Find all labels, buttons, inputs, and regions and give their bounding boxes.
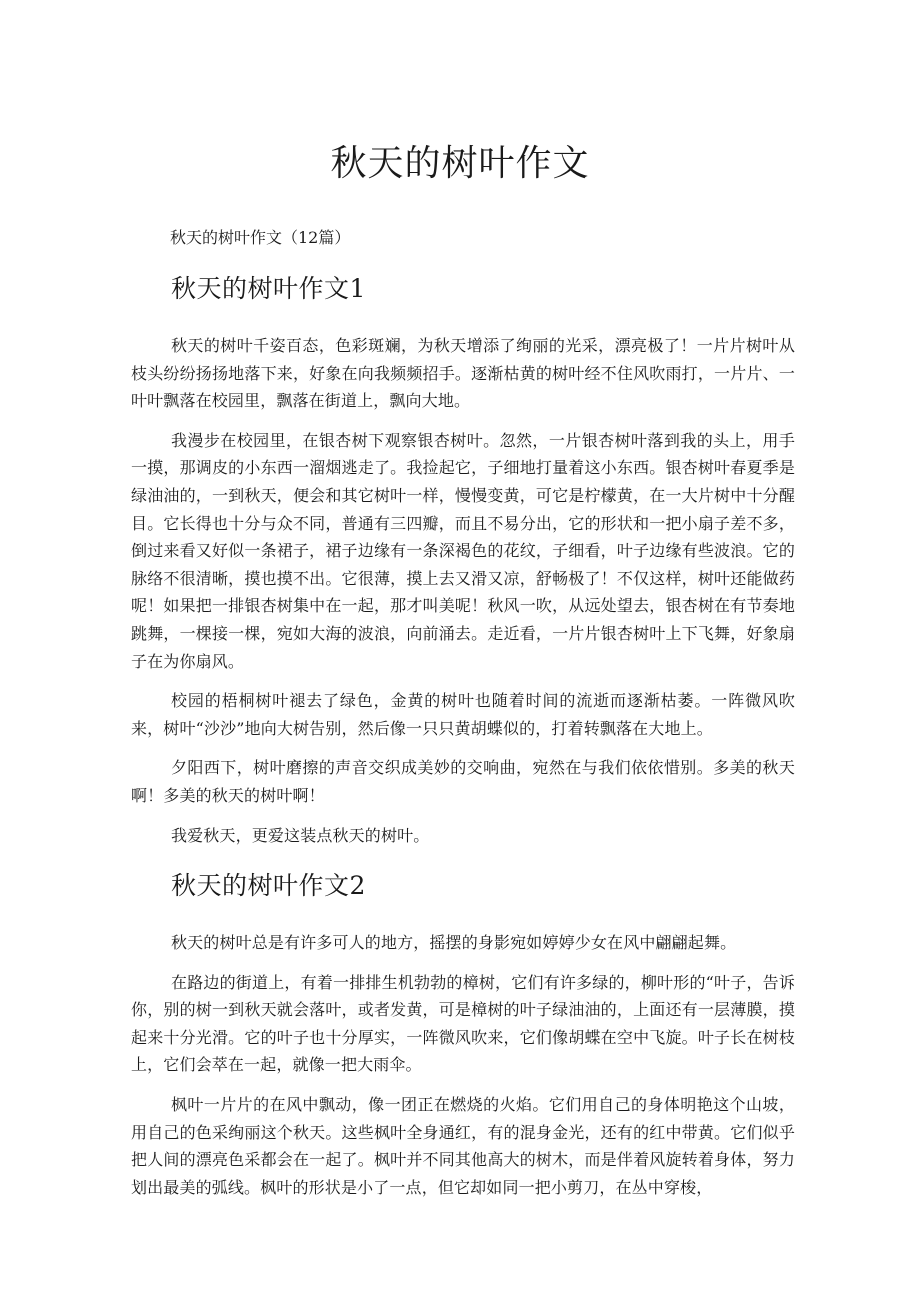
section-heading: 秋天的树叶作文1: [171, 274, 366, 303]
paragraph: 在路边的街道上，有着一排排生机勃勃的樟树，它们有许多绿的，柳叶形的“叶子，告诉你，别的树一到秋天就会落叶，或者发黄，可是樟树的叶子绿油油的，上面还有一层薄膜，摸起来十分光滑。它的叶子也十分厚实，一阵微风吹来，它们像胡蝶在空中飞旋。叶子长在树枝上，它们会萃在一起，就像一把大雨伞。: [131, 972, 795, 1075]
document-subtitle: 秋天的树叶作文（12篇）: [170, 228, 351, 247]
essay-section-1: [131, 272, 795, 849]
essay-section-2: [131, 869, 795, 1201]
document-title: 秋天的树叶作文: [330, 143, 590, 184]
paragraph: 我爱秋天，更爱这装点秋天的树叶。: [171, 825, 430, 845]
paragraph: 校园的梧桐树叶褪去了绿色，金黄的树叶也随着时间的流逝而逐渐枯萎。一阵微风吹来，树叶“沙沙”地向大树告别，然后像一只只黄胡蝶似的，打着转飘落在大地上。: [131, 691, 795, 738]
document-body: [131, 268, 795, 1213]
paragraph: 枫叶一片片的在风中飘动，像一团正在燃烧的火焰。它们用自己的身体明艳这个山坡，用自己的色采绚丽这个秋天。这些枫叶全身通红，有的混身金光，还有的红中带黄。它们似乎把人间的漂亮色采都会在一起了。枫叶并不同其他高大的树木，而是伴着风旋转着身体，努力划出最美的弧线。枫叶的形状是小了一点，但它却如同一把小剪刀，在丛中穿梭，: [131, 1095, 795, 1197]
paragraph: 秋天的树叶总是有许多可人的地方，摇摆的身影宛如婷婷少女在风中翩翩起舞。: [171, 933, 737, 953]
paragraph: 我漫步在校园里，在银杏树下观察银杏树叶。忽然，一片银杏树叶落到我的头上，用手一摸，那调皮的小东西一溜烟逃走了。我捡起它，子细地打量着这小东西。银杏树叶春夏季是绿油油的，一到秋天，便会和其它树叶一样，慢慢变黄，可它是柠檬黄，在一大片树中十分醒目。它长得也十分与众不同，普通有三四瓣，而且不易分出，它的形状和一把小扇子差不多，倒过来看又好似一条裙子，裙子边缘有一条深褐色的花纹，子细看，叶子边缘有些波浪。它的脉络不很清晰，摸也摸不出。它很薄，摸上去又滑又凉，舒畅极了！不仅这样，树叶还能做药呢！如果把一排银杏树集中在一起，那才叫美呢！秋风一吹，从远处望去，银杏树在有节奏地跳舞，一棵接一棵，宛如大海的波浪，向前涌去。走近看，一片片银杏树叶上下飞舞，好象扇子在为你扇风。: [131, 430, 795, 671]
paragraph: 秋天的树叶千姿百态，色彩斑斓，为秋天增添了绚丽的光采，漂亮极了！一片片树叶从枝头纷纷扬扬地落下来，好象在向我频频招手。逐渐枯黄的树叶经不住风吹雨打，一片片、一叶叶飘落在校园里，飘落在街道上，飘向大地。: [131, 336, 795, 411]
section-heading: 秋天的树叶作文2: [171, 871, 366, 901]
paragraph: 夕阳西下，树叶磨擦的声音交织成美妙的交响曲，宛然在与我们依依惜别。多美的秋天啊！多美的秋天的树叶啊！: [131, 758, 795, 805]
